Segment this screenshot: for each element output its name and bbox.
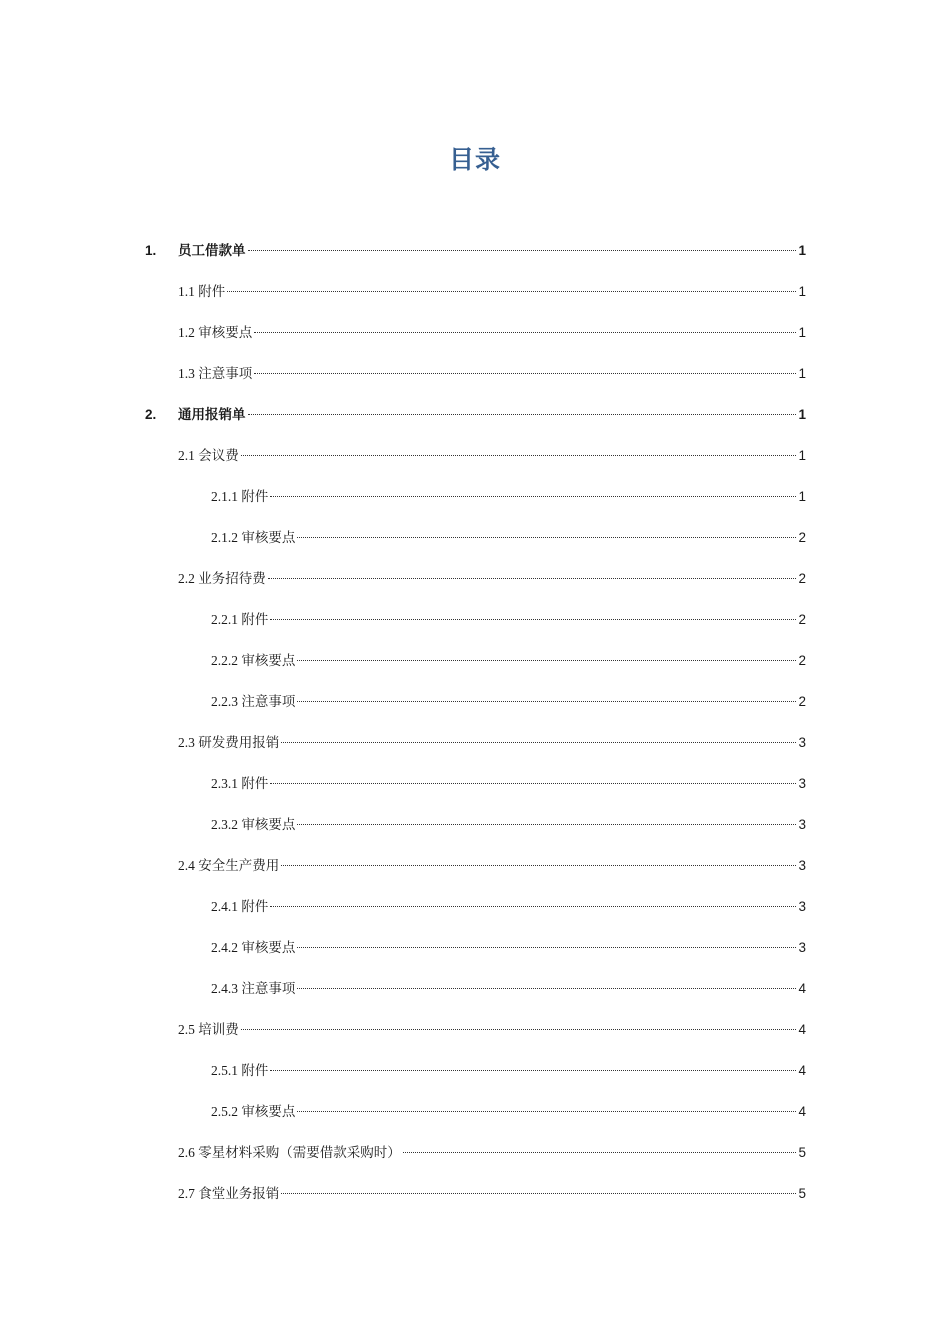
toc-entry[interactable]: [145, 763, 806, 804]
toc-entry[interactable]: [145, 968, 806, 1009]
toc-entry[interactable]: [145, 517, 806, 558]
toc-entry-label: 2.1.1 附件: [211, 489, 269, 504]
dot-leader: [270, 906, 796, 907]
toc-entry-page-number: 2: [798, 530, 806, 545]
toc-entry[interactable]: [145, 927, 806, 968]
toc-entry[interactable]: [145, 599, 806, 640]
toc-entry-label: 2.4.2 审核要点: [211, 940, 296, 955]
toc-entry-page-number: 3: [798, 858, 806, 873]
toc-entry[interactable]: [145, 1173, 806, 1214]
toc-entry-label: 1.3 注意事项: [178, 366, 253, 381]
toc-entry-label: 2.2 业务招待费: [178, 571, 266, 586]
toc-entry-label: 2.3.2 审核要点: [211, 817, 296, 832]
dot-leader: [270, 783, 796, 784]
toc-entry-page-number: 1: [798, 243, 806, 258]
toc-entry-label: 2.5.1 附件: [211, 1063, 269, 1078]
toc-entry-page-number: 1: [798, 407, 806, 422]
toc-entry[interactable]: [145, 640, 806, 681]
toc-entry[interactable]: [145, 804, 806, 845]
dot-leader: [268, 578, 797, 579]
toc-entry-page-number: 2: [798, 571, 806, 586]
toc-entry[interactable]: [145, 845, 806, 886]
toc-entry[interactable]: [145, 271, 806, 312]
toc-entry[interactable]: [145, 230, 806, 271]
toc-entry-page-number: 2: [798, 653, 806, 668]
toc-entry-page-number: 1: [798, 325, 806, 340]
toc-entry-label: 2.4.3 注意事项: [211, 981, 296, 996]
toc-entry[interactable]: [145, 476, 806, 517]
toc-entry-label: 员工借款单: [178, 243, 246, 258]
dot-leader: [403, 1152, 797, 1153]
toc-entry[interactable]: [145, 558, 806, 599]
dot-leader: [254, 373, 796, 374]
toc-title: 目录: [448, 145, 501, 174]
toc-entry-label: 2.4 安全生产费用: [178, 858, 280, 873]
toc-entry-number: 1.: [145, 243, 157, 258]
toc-entry[interactable]: [145, 312, 806, 353]
toc-entry-label: 1.2 审核要点: [178, 325, 253, 340]
toc-entry-page-number: 5: [798, 1186, 806, 1201]
toc-entry-label: 1.1 附件: [178, 284, 226, 299]
toc-entry-page-number: 1: [798, 284, 806, 299]
toc-entry-page-number: 4: [798, 1063, 806, 1078]
toc-entry-label: 2.1 会议费: [178, 448, 239, 463]
toc-entry-page-number: 3: [798, 735, 806, 750]
toc-entry[interactable]: [145, 1091, 806, 1132]
toc-entry-number: 2.: [145, 407, 157, 422]
toc-entry[interactable]: [145, 1132, 806, 1173]
dot-leader: [297, 537, 796, 538]
toc-entry-page-number: 3: [798, 776, 806, 791]
dot-leader: [281, 1193, 796, 1194]
dot-leader: [297, 947, 796, 948]
toc-entry-page-number: 4: [798, 1104, 806, 1119]
toc-entry-label: 2.5.2 审核要点: [211, 1104, 296, 1119]
toc-entry-page-number: 1: [798, 366, 806, 381]
toc-entry[interactable]: [145, 435, 806, 476]
dot-leader: [270, 1070, 796, 1071]
toc-list: [145, 230, 806, 1214]
toc-entry-page-number: 2: [798, 694, 806, 709]
toc-entry-label: 2.5 培训费: [178, 1022, 239, 1037]
toc-entry-label: 2.1.2 审核要点: [211, 530, 296, 545]
toc-entry-label: 2.2.2 审核要点: [211, 653, 296, 668]
toc-entry-label: 2.3 研发费用报销: [178, 735, 280, 750]
toc-entry-page-number: 4: [798, 981, 806, 996]
toc-entry[interactable]: [145, 886, 806, 927]
toc-entry-page-number: 3: [798, 899, 806, 914]
dot-leader: [248, 250, 797, 251]
toc-entry-label: 2.4.1 附件: [211, 899, 269, 914]
toc-entry-page-number: 1: [798, 489, 806, 504]
toc-entry-page-number: 2: [798, 612, 806, 627]
toc-entry-page-number: 3: [798, 817, 806, 832]
toc-entry-label: 2.2.3 注意事项: [211, 694, 296, 709]
toc-entry-label: 2.2.1 附件: [211, 612, 269, 627]
dot-leader: [270, 496, 796, 497]
dot-leader: [281, 865, 796, 866]
dot-leader: [248, 414, 797, 415]
toc-entry-page-number: 5: [798, 1145, 806, 1160]
toc-entry-page-number: 1: [798, 448, 806, 463]
dot-leader: [297, 660, 796, 661]
toc-entry[interactable]: [145, 394, 806, 435]
dot-leader: [297, 701, 796, 702]
toc-entry[interactable]: [145, 1050, 806, 1091]
toc-entry-label: 通用报销单: [178, 407, 246, 422]
toc-entry-label: 2.6 零星材料采购（需要借款采购时）: [178, 1145, 401, 1160]
dot-leader: [297, 824, 796, 825]
toc-entry-label: 2.7 食堂业务报销: [178, 1186, 280, 1201]
dot-leader: [270, 619, 796, 620]
dot-leader: [281, 742, 796, 743]
dot-leader: [227, 291, 796, 292]
toc-entry[interactable]: [145, 1009, 806, 1050]
dot-leader: [241, 455, 797, 456]
toc-entry[interactable]: [145, 722, 806, 763]
dot-leader: [297, 1111, 796, 1112]
toc-entry[interactable]: [145, 681, 806, 722]
dot-leader: [297, 988, 796, 989]
toc-entry-page-number: 3: [798, 940, 806, 955]
toc-entry[interactable]: [145, 353, 806, 394]
dot-leader: [254, 332, 796, 333]
toc-entry-label: 2.3.1 附件: [211, 776, 269, 791]
toc-entry-page-number: 4: [798, 1022, 806, 1037]
dot-leader: [241, 1029, 797, 1030]
